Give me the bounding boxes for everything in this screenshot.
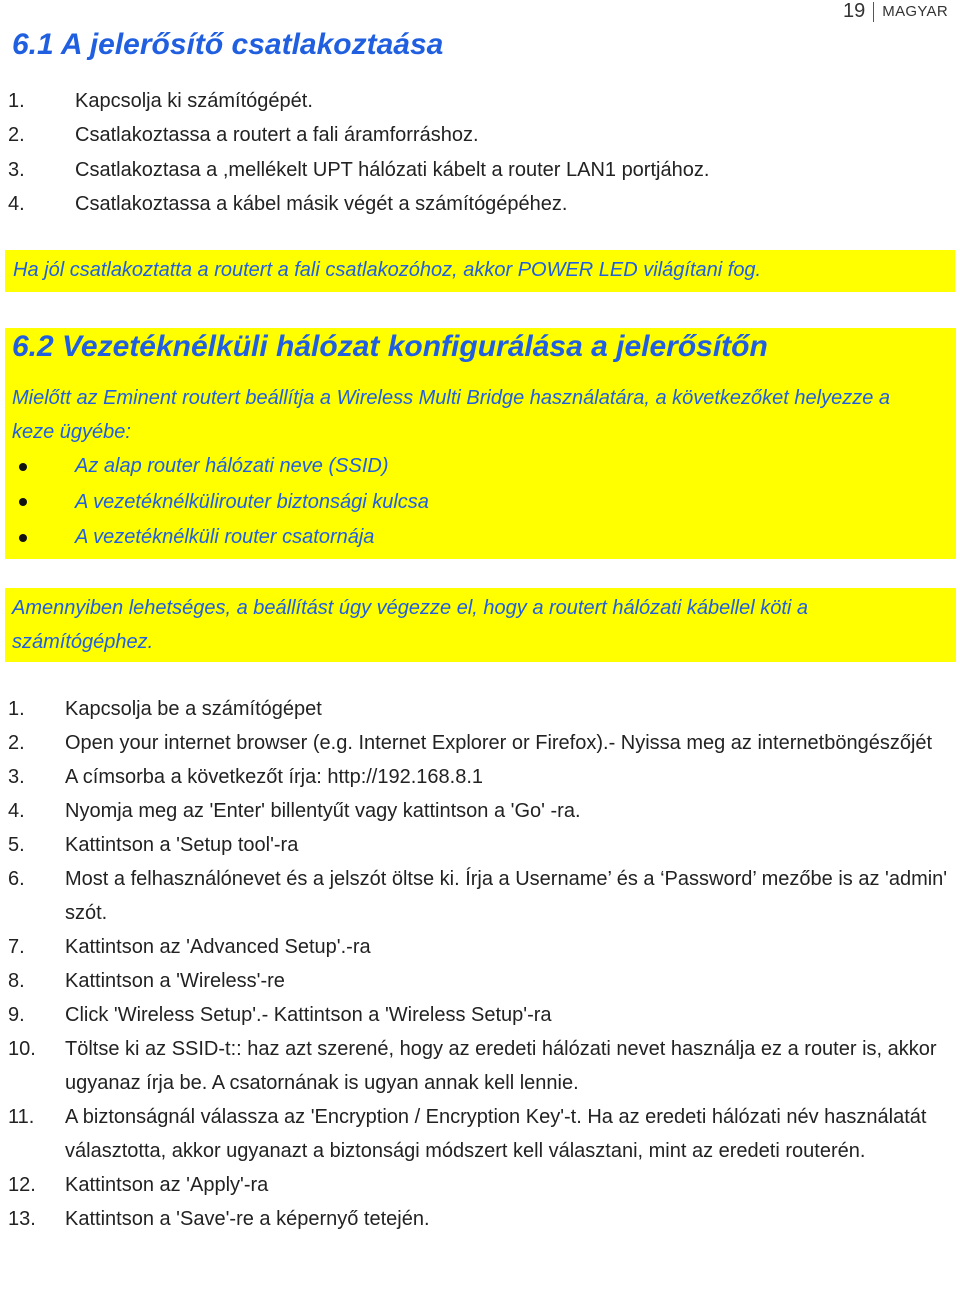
step-number: 8. — [8, 970, 25, 992]
requirement-text: Az alap router hálózati neve (SSID) — [75, 455, 389, 478]
step-text: Csatlakoztassa a kábel másik végét a számítógépéhez. — [75, 193, 568, 216]
step-text: A biztonságnál válassza az 'Encryption / Encryption Key'-t. Ha az eredeti hálózati név használatát választotta, akkor ugyanazt a biztonsági módszert kell választani, mint az eredeti routerén. — [65, 1106, 927, 1162]
step-number: 5. — [8, 834, 25, 856]
list-item — [5, 485, 945, 521]
list-item — [8, 1032, 948, 1100]
list-item — [8, 1100, 948, 1168]
step-number: 9. — [8, 1004, 25, 1026]
step-number: 12. — [8, 1174, 36, 1196]
step-number: 1. — [8, 89, 25, 112]
step-text: Nyomja meg az 'Enter' billentyűt vagy kattintson a 'Go' -ra. — [65, 800, 581, 822]
step-number: 3. — [8, 158, 25, 181]
step-number: 2. — [8, 732, 25, 754]
step-number: 2. — [8, 124, 25, 147]
list-item — [8, 188, 948, 223]
page-number: 19 — [843, 0, 866, 22]
list-item — [8, 1202, 948, 1236]
step-text: Töltse ki az SSID-t:: haz azt szerené, hogy az eredeti hálózati nevet használja ez a router is, akkor ugyanaz írja be. A csatornának is ugyan annak kell lennie. — [65, 1038, 937, 1094]
list-item — [5, 449, 945, 485]
power-led-note-highlight — [5, 250, 955, 292]
step-text: Open your internet browser (e.g. Internet Explorer or Firefox).- Nyissa meg az internetböngészőjét — [65, 732, 933, 754]
bullet-icon — [19, 498, 27, 506]
step-text: Kattintson a 'Save'-re a képernyő tetején. — [65, 1208, 430, 1230]
cable-note-highlight — [5, 588, 956, 662]
step-text: Kapcsolja ki számítógépét. — [75, 89, 313, 112]
list-item — [8, 726, 948, 760]
step-text: Kattintson a 'Wireless'-re — [65, 970, 285, 992]
step-text: Kattintson az 'Advanced Setup'.-ra — [65, 936, 371, 958]
section-1-steps — [8, 84, 948, 222]
section-2-title: 6.2 Vezetéknélküli hálózat konfigurálása a jelerősítőn — [12, 330, 768, 363]
cable-note: Amennyiben lehetséges, a beállítást úgy végezze el, hogy a routert hálózati kábellel köti a számítógéphez. — [12, 597, 809, 653]
step-text: A címsorba a következőt írja: http://192.168.8.1 — [65, 766, 484, 788]
list-item — [8, 794, 948, 828]
list-item — [8, 1168, 948, 1202]
section-1-title: 6.1 A jelerősítő csatlakoztaása — [12, 28, 444, 61]
power-led-note: Ha jól csatlakoztatta a routert a fali csatlakozóhoz, akkor POWER LED világítani fog. — [13, 259, 762, 281]
step-number: 1. — [8, 698, 25, 720]
section-2-steps — [8, 692, 948, 1236]
section-2-highlight — [5, 328, 956, 559]
list-item — [8, 930, 948, 964]
list-item — [8, 862, 948, 930]
step-text: Kattintson az 'Apply'-ra — [65, 1174, 269, 1196]
header-divider — [873, 2, 874, 22]
step-number: 6. — [8, 868, 25, 890]
requirements-list — [5, 449, 945, 556]
list-item — [8, 964, 948, 998]
list-item — [8, 153, 948, 188]
step-text: Csatlakoztasa a ,mellékelt UPT hálózati kábelt a router LAN1 portjához. — [75, 158, 710, 181]
bullet-icon — [19, 534, 27, 542]
list-item — [8, 998, 948, 1032]
requirement-text: A vezetéknélkülirouter biztonsági kulcsa — [75, 490, 429, 513]
step-number: 4. — [8, 193, 25, 216]
language-label: MAGYAR — [882, 3, 948, 20]
step-text: Most a felhasználónevet és a jelszót öltse ki. Írja a Username’ és a ‘Password’ mezőbe is az 'admin' szót. — [65, 868, 948, 924]
step-number: 4. — [8, 800, 25, 822]
list-item — [8, 692, 948, 726]
step-text: Kapcsolja be a számítógépet — [65, 698, 322, 720]
step-number: 13. — [8, 1208, 36, 1230]
bullet-icon — [19, 463, 27, 471]
page-header — [843, 0, 948, 23]
step-text: Csatlakoztassa a routert a fali áramforráshoz. — [75, 124, 479, 147]
list-item — [5, 520, 945, 556]
step-text: Kattintson a 'Setup tool'-ra — [65, 834, 299, 856]
list-item — [8, 84, 948, 119]
step-number: 11. — [8, 1106, 35, 1128]
list-item — [8, 119, 948, 154]
step-number: 3. — [8, 766, 25, 788]
list-item — [8, 828, 948, 862]
list-item — [8, 760, 948, 794]
section-2-intro: Mielőtt az Eminent routert beállítja a Wireless Multi Bridge használatára, a következőket helyezze a keze ügyébe: — [12, 387, 891, 443]
step-number: 7. — [8, 936, 25, 958]
requirement-text: A vezetéknélküli router csatornája — [75, 526, 375, 549]
step-number: 10. — [8, 1038, 36, 1060]
step-text: Click 'Wireless Setup'.- Kattintson a 'Wireless Setup'-ra — [65, 1004, 552, 1026]
